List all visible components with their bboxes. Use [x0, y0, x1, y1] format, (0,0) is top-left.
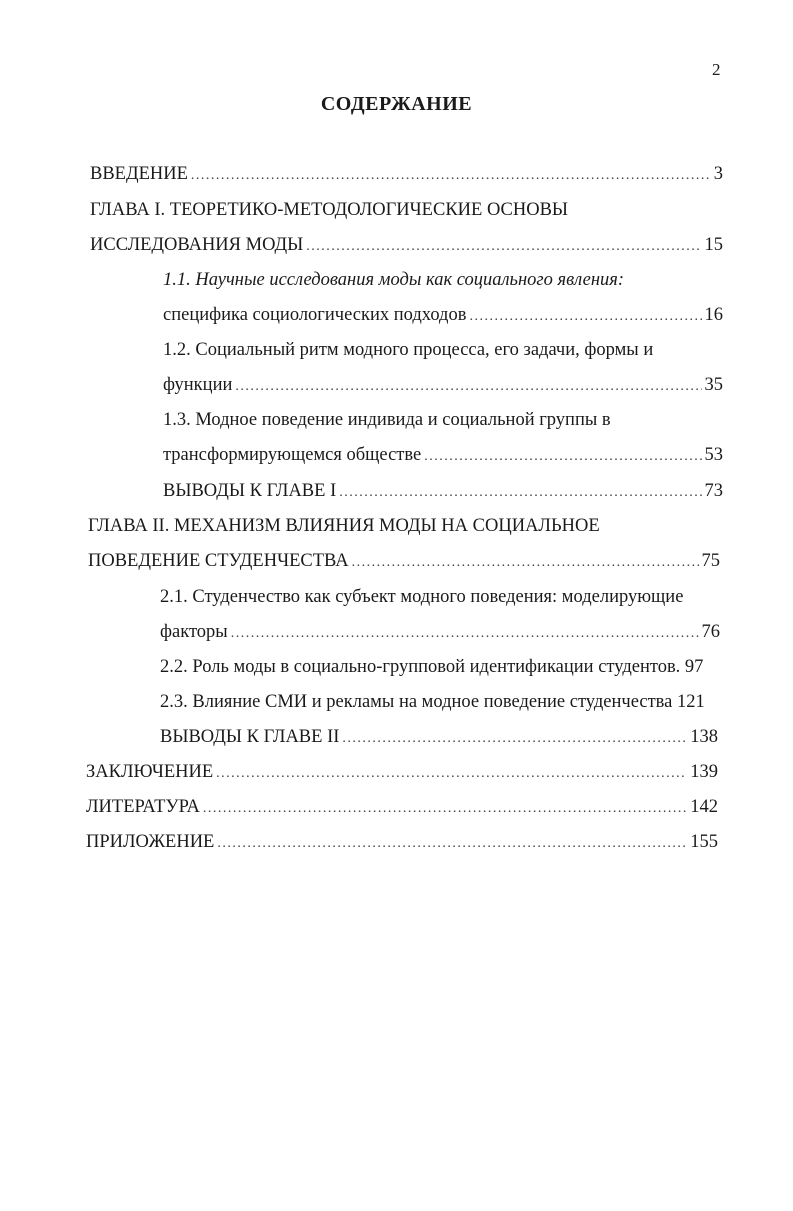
toc-entry-text: ВЫВОДЫ К ГЛАВЕ I	[163, 481, 337, 501]
toc-page-number: 75	[701, 551, 720, 571]
toc-page-number: 76	[701, 622, 720, 642]
toc-page-number: 3	[713, 164, 723, 184]
leader-dots	[339, 481, 701, 505]
toc-entry-text: ПРИЛОЖЕНИЕ	[86, 832, 215, 852]
toc-chapter-1-line1: ГЛАВА I. ТЕОРЕТИКО-МЕТОДОЛОГИЧЕСКИЕ ОСНОВЫ	[90, 200, 569, 220]
toc-entry-conclusions-1	[163, 479, 723, 505]
leader-dots	[216, 762, 687, 786]
toc-entry-text: функции	[163, 375, 233, 395]
toc-page-number: 73	[704, 481, 723, 501]
leader-dots	[352, 551, 699, 575]
toc-page-number: 15	[704, 235, 723, 255]
page-number: 2	[712, 60, 721, 79]
leader-dots	[306, 235, 701, 259]
toc-entry-chapter-1	[90, 233, 723, 259]
toc-entry-chapter-2	[88, 549, 720, 575]
leader-dots	[217, 832, 687, 856]
toc-entry-section-1-2	[163, 373, 723, 399]
toc-page-number: 35	[704, 375, 723, 395]
toc-entry-text: ВЫВОДЫ К ГЛАВЕ II	[160, 727, 340, 747]
toc-page-number: 139	[690, 762, 718, 782]
leader-dots	[235, 375, 701, 399]
toc-page-number: 53	[704, 445, 723, 465]
toc-page-number: 155	[690, 832, 718, 852]
leader-dots	[231, 622, 699, 646]
toc-page-number: 138	[690, 727, 718, 747]
toc-section-1-2-line1: 1.2. Социальный ритм модного процесса, его задачи, формы и	[163, 340, 654, 360]
toc-entry-text: специфика социологических подходов	[163, 305, 467, 325]
toc-entry-section-2-3: 2.3. Влияние СМИ и рекламы на модное поведение студенчества 121	[160, 692, 705, 712]
toc-entry-section-1-1	[163, 303, 723, 329]
toc-entry-appendix	[86, 830, 718, 856]
toc-entry-text: ВВЕДЕНИЕ	[90, 164, 188, 184]
toc-entry-text: ПОВЕДЕНИЕ СТУДЕНЧЕСТВА	[88, 551, 349, 571]
leader-dots	[203, 797, 687, 821]
toc-entry-text: ИССЛЕДОВАНИЯ МОДЫ	[90, 235, 304, 255]
toc-entry-text: факторы	[160, 622, 228, 642]
toc-entry-text: ЗАКЛЮЧЕНИЕ	[86, 762, 214, 782]
toc-entry-literature	[86, 795, 718, 821]
toc-entry-section-2-1	[160, 620, 720, 646]
page-title: СОДЕРЖАНИЕ	[320, 93, 473, 115]
leader-dots	[342, 727, 687, 751]
toc-section-1-3-line1: 1.3. Модное поведение индивида и социальной группы в	[163, 410, 611, 430]
toc-entry-text: ЛИТЕРАТУРА	[86, 797, 200, 817]
toc-section-2-1-line1: 2.1. Студенчество как субъект модного поведения: моделирующие	[160, 587, 684, 607]
toc-page-number: 142	[690, 797, 718, 817]
leader-dots	[469, 305, 701, 329]
toc-entry-conclusion	[86, 760, 718, 786]
toc-entry-text: трансформирующемся обществе	[163, 445, 422, 465]
leader-dots	[424, 445, 701, 469]
toc-entry-conclusions-2	[160, 725, 718, 751]
toc-section-1-1-line1: 1.1. Научные исследования моды как социального явления:	[163, 270, 625, 290]
toc-page-number: 16	[704, 305, 723, 325]
toc-entry-section-2-2: 2.2. Роль моды в социально-групповой идентификации студентов. 97	[160, 657, 704, 677]
toc-chapter-2-line1: ГЛАВА II. МЕХАНИЗМ ВЛИЯНИЯ МОДЫ НА СОЦИАЛЬНОЕ	[88, 516, 600, 536]
toc-entry-intro	[90, 162, 723, 188]
leader-dots	[191, 164, 711, 188]
toc-entry-section-1-3	[163, 443, 723, 469]
